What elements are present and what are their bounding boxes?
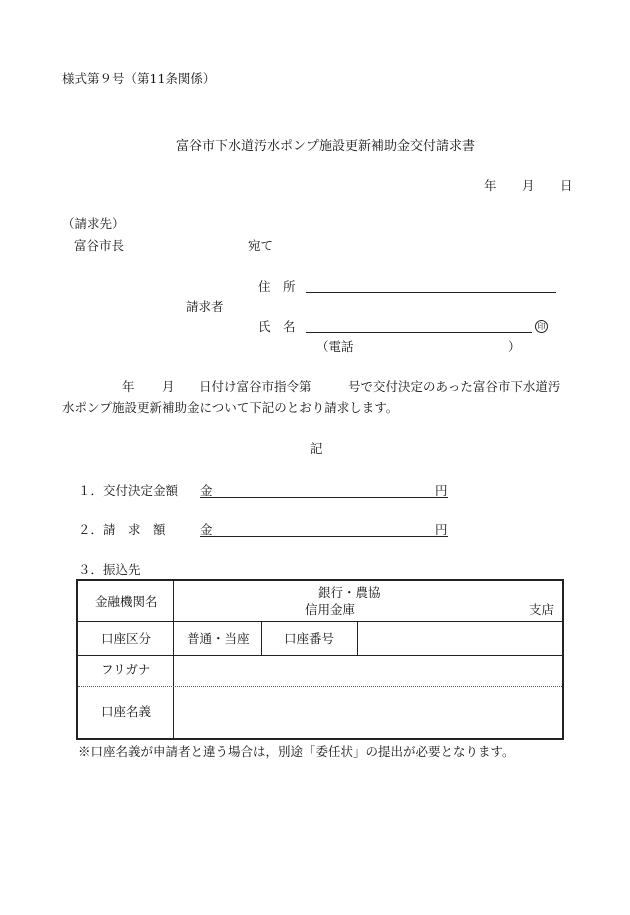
- account-type-label: 口座区分: [101, 631, 152, 646]
- bank-type-2: 信用金庫: [305, 602, 356, 617]
- date-month: 月: [522, 178, 535, 193]
- row-divider-2: [78, 655, 562, 656]
- item-1-prefix: 金: [200, 483, 213, 498]
- row-divider-3: [78, 686, 562, 687]
- column-divider-number: [357, 621, 358, 655]
- item-1-underline: [200, 497, 448, 498]
- date-day: 日: [560, 178, 573, 193]
- item-2-label: ２．請 求 額: [78, 522, 166, 537]
- item-3-label: ３．振込先: [78, 562, 141, 577]
- row-divider-1: [78, 621, 562, 622]
- column-divider-label: [173, 581, 174, 738]
- item-2-underline: [200, 536, 448, 537]
- form-number: 様式第９号（第11条関係）: [62, 71, 216, 86]
- seal-mark: 印: [535, 320, 548, 333]
- item-1-unit: 円: [435, 483, 448, 498]
- body-tail: 号で交付決定のあった富谷市下水道汚: [348, 379, 561, 394]
- item-2-unit: 円: [435, 522, 448, 537]
- name-label: 氏 名: [258, 319, 296, 334]
- address-label: 住 所: [258, 279, 296, 294]
- furigana-label: フリガナ: [101, 662, 151, 677]
- date-year: 年: [484, 178, 497, 193]
- account-holder-label: 口座名義: [101, 704, 152, 719]
- item-1-label: １．交付決定金額: [78, 483, 179, 498]
- column-divider-type: [261, 621, 262, 655]
- institution-label: 金融機関名: [95, 594, 158, 609]
- footnote: ※口座名義が申請者と違う場合は，別途「委任状」の提出が必要となります。: [78, 744, 515, 759]
- branch-label: 支店: [529, 602, 555, 617]
- account-type-value: 普通・当座: [187, 631, 250, 646]
- bank-type-1: 銀行・農協: [318, 585, 381, 600]
- ki-heading: 記: [310, 441, 323, 456]
- body-month: 月: [162, 379, 175, 394]
- address-underline: [306, 292, 556, 293]
- addressee-suffix: 宛て: [248, 238, 274, 253]
- addressee-name: 富谷市長: [74, 238, 125, 253]
- item-2-prefix: 金: [200, 522, 213, 537]
- claimant-role-label: 請求者: [186, 299, 224, 314]
- phone-close: ）: [508, 339, 521, 354]
- phone-open: （電話: [316, 339, 354, 354]
- bank-transfer-table: [76, 579, 564, 740]
- addressee-label: （請求先）: [62, 216, 125, 231]
- name-underline: [306, 332, 532, 333]
- account-number-label: 口座番号: [284, 631, 335, 646]
- body-mid: 日付け富谷市指令第: [199, 379, 312, 394]
- body-year: 年: [122, 379, 135, 394]
- body-line2: 水ポンプ施設更新補助金について下記のとおり請求します。: [62, 400, 399, 415]
- document-title: 富谷市下水道汚水ポンプ施設更新補助金交付請求書: [176, 139, 476, 154]
